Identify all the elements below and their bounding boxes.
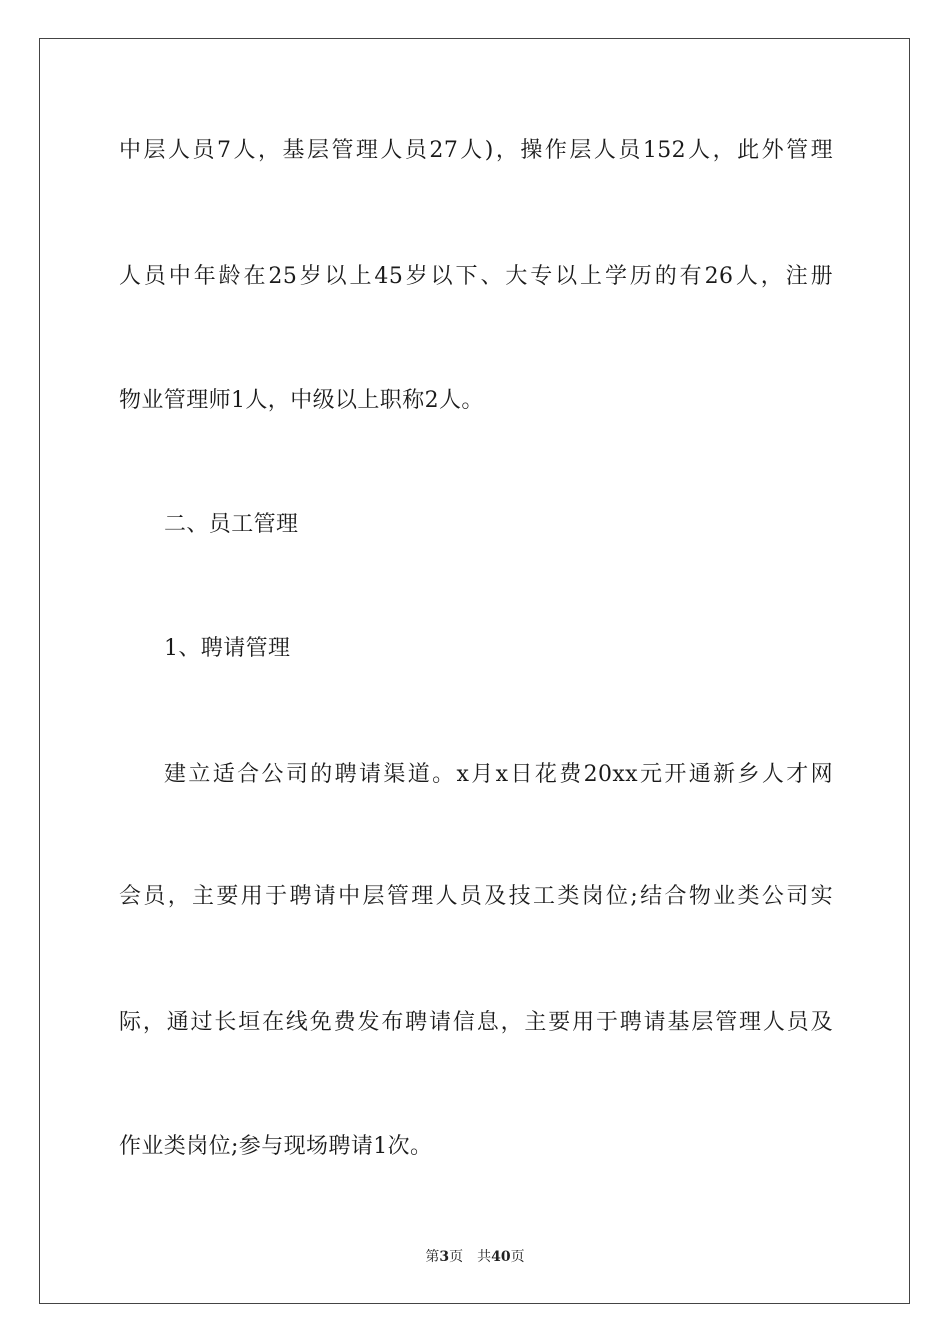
footer-total-suffix: 页 xyxy=(510,1249,525,1265)
body-text-line-5: 会员，主要用于聘请中层管理人员及技工类岗位;结合物业类公司实 xyxy=(119,884,833,909)
body-text-line-1: 中层人员7人，基层管理人员27人)，操作层人员152人，此外管理 xyxy=(119,138,833,163)
footer-total-pages: 40 xyxy=(491,1249,511,1265)
body-text-line-7: 作业类岗位;参与现场聘请1次。 xyxy=(119,1134,433,1159)
body-text-line-6: 际，通过长垣在线免费发布聘请信息，主要用于聘请基层管理人员及 xyxy=(119,1010,833,1035)
footer-page-prefix: 第 xyxy=(425,1249,440,1265)
page-border xyxy=(39,38,910,1304)
footer-page-number: 3 xyxy=(439,1249,450,1265)
body-text-line-3: 物业管理师1人，中级以上职称2人。 xyxy=(119,388,484,413)
subsection-heading: 1、聘请管理 xyxy=(164,636,291,661)
body-text-line-4: 建立适合公司的聘请渠道。x月x日花费20xx元开通新乡人才网 xyxy=(164,762,833,787)
footer-page-suffix: 页 xyxy=(449,1249,464,1265)
section-heading: 二、员工管理 xyxy=(164,512,299,537)
page-footer xyxy=(0,1248,950,1266)
body-text-line-2: 人员中年龄在25岁以上45岁以下、大专以上学历的有26人，注册 xyxy=(119,264,833,289)
footer-total-prefix: 共 xyxy=(477,1249,492,1265)
